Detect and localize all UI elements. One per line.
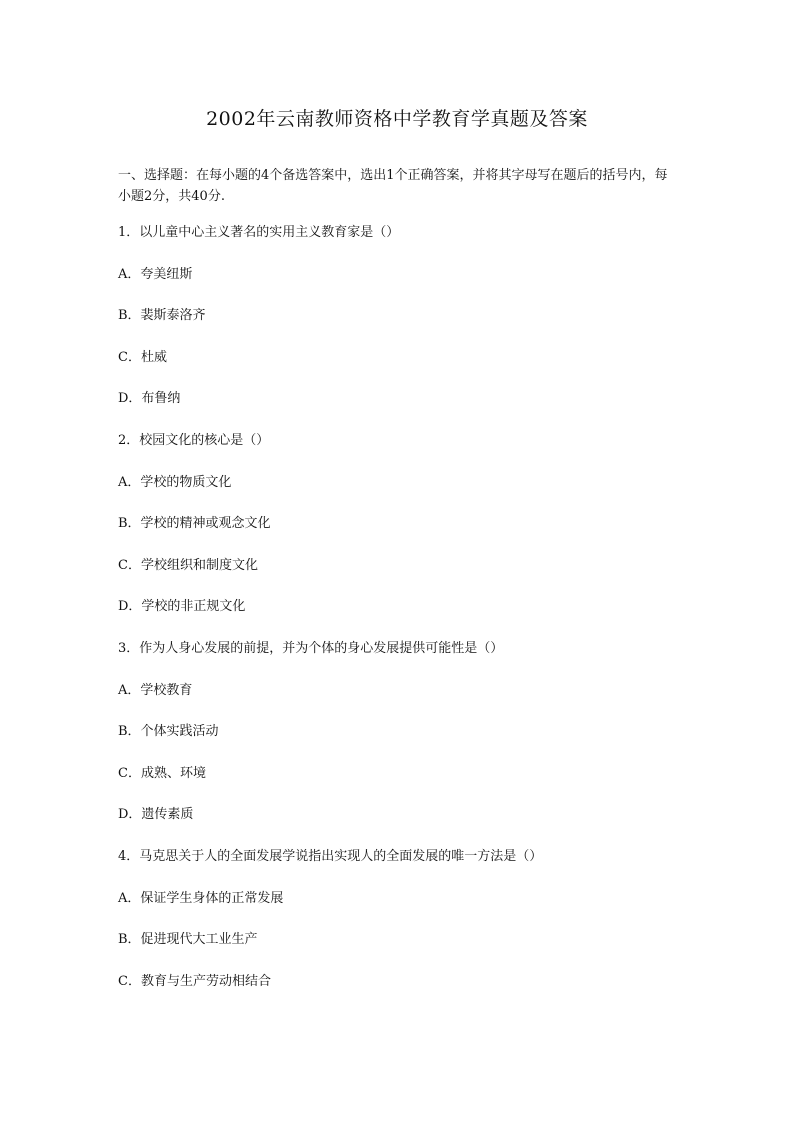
q4-option-b: B．促进现代大工业生产 bbox=[118, 932, 258, 948]
section-instructions: 一、选择题：在每小题的4个备选答案中，选出1个正确答案，并将其字母写在题后的括号内，每小题2分，共40分. bbox=[118, 168, 668, 204]
q3-option-a: A．学校教育 bbox=[118, 682, 193, 698]
q4-option-c: C．教育与生产劳动相结合 bbox=[118, 973, 271, 989]
q1-option-d: D．布鲁纳 bbox=[118, 391, 181, 407]
q2-option-c: C．学校组织和制度文化 bbox=[118, 557, 258, 573]
document-title: 2002年云南教师资格中学教育学真题及答案 bbox=[206, 108, 588, 130]
q3-option-c: C．成熟、环境 bbox=[118, 765, 206, 781]
question-4: 4．马克思关于人的全面发展学说指出实现人的全面发展的唯一方法是（） bbox=[118, 848, 543, 864]
q4-option-a: A．保证学生身体的正常发展 bbox=[118, 890, 284, 906]
q2-option-d: D．学校的非正规文化 bbox=[118, 599, 246, 615]
q1-option-b: B．裴斯泰洛齐 bbox=[118, 308, 206, 324]
q3-option-d: D．遗传素质 bbox=[118, 807, 194, 823]
q1-option-c: C．杜威 bbox=[118, 349, 167, 365]
question-3: 3．作为人身心发展的前提，并为个体的身心发展提供可能性是（） bbox=[118, 640, 504, 656]
question-1: 1．以儿童中心主义著名的实用主义教育家是（） bbox=[118, 225, 400, 240]
q2-option-b: B．学校的精神或观念文化 bbox=[118, 516, 271, 532]
q2-option-a: A．学校的物质文化 bbox=[118, 474, 232, 490]
q1-option-a: A．夸美纽斯 bbox=[118, 266, 193, 282]
question-2: 2．校园文化的核心是（） bbox=[118, 432, 270, 448]
q3-option-b: B．个体实践活动 bbox=[118, 724, 219, 740]
